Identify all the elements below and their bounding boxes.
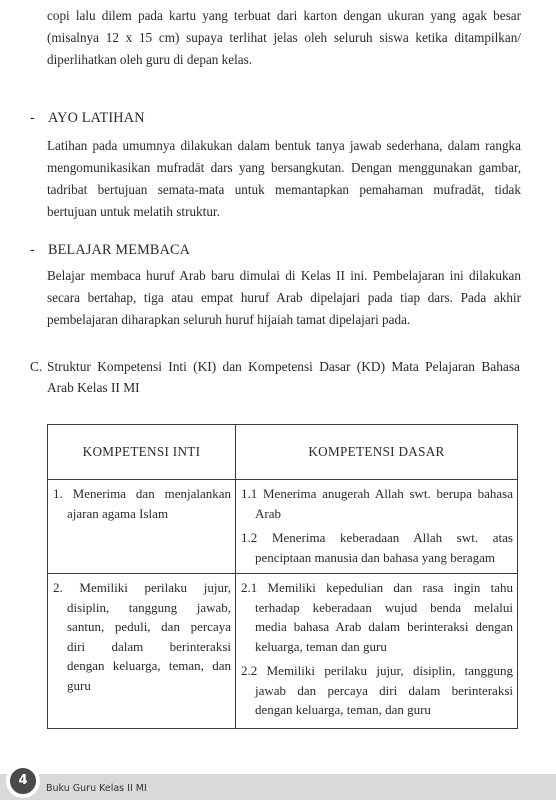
text-line: media bahasa Arab dalam berinteraksi dengan [255,619,513,634]
ki-cell [48,574,236,729]
page-number: 4 [6,764,40,798]
text-line: disiplin, tanggung jawab, [67,599,231,615]
heading-belajar-membaca [30,240,190,260]
text-line: 1. Menerima dan menjalankan [53,486,231,501]
heading-dash: - [30,242,35,258]
intro-paragraph [47,5,521,71]
ayo-latihan-paragraph [47,135,521,223]
text-line: diri dalam berinteraksi [67,638,231,654]
text-line: Belajar membaca huruf Arab baru dimulai di Kelas II ini. Pembelajaran ini dilakukan [47,268,521,283]
table-header-row [48,425,518,480]
table-row [48,480,518,574]
text-line: guru [67,677,91,693]
text-line: ajaran agama Islam [67,505,169,521]
text-line: 2. Memiliki perilaku jujur, [53,580,231,595]
text-line: 1.1 Menerima anugerah Allah swt. berupa bahasa [241,486,513,501]
ki-kd-table [47,424,518,729]
text-line: penciptaan manusia dan bahasa yang beragam [255,549,496,565]
text-line: secara bertahap, tiga atau empat huruf Arab dipelajari pada tiap dars. Pada akhir [47,290,521,305]
header-kompetensi-dasar: KOMPETENSI DASAR [236,425,518,480]
text-line: diperlihatkan oleh guru di depan kelas. [47,52,253,67]
text-line: Arab Kelas II MI [47,380,140,395]
text-line: Arab [255,505,281,521]
text-line: terhadap keberadaan wujud benda melalui [255,599,513,615]
ki-text [53,578,231,695]
kd-cell [236,480,518,574]
text-line: 2.2 Memiliki perilaku jujur, disiplin, tanggung [241,663,513,678]
text-line: copi lalu dilem pada kartu yang terbuat dari karton dengan ukuran yang agak besar [47,8,521,23]
kd-item [241,661,513,720]
text-line: dengan keluarga, teman, dan [67,658,231,673]
text-line: pembelajaran diharapkan seluruh huruf hijaiah tamat dipelajari pada. [47,312,411,327]
heading-title: AYO LATIHAN [48,110,145,126]
heading-title: BELAJAR MEMBACA [48,242,191,258]
ki-cell [48,480,236,574]
kd-item [241,578,513,656]
text-line: jawab dan percaya diri dalam berinteraksi [255,682,513,698]
header-kompetensi-inti: KOMPETENSI INTI [48,425,236,480]
text-line: (misalnya 12 x 15 cm) supaya terlihat jelas oleh seluruh siswa ketika ditampilkan/ [47,30,521,45]
text-line: mengomunikasikan mufradāt dars yang bersangkutan. Dengan menggunakan gambar, [47,160,521,175]
kd-item [241,528,513,567]
text-line: 2.1 Memiliki kepedulian dan rasa ingin tahu [241,580,513,595]
text-line: Struktur Kompetensi Inti (KI) dan Kompetensi Dasar (KD) Mata Pelajaran Bahasa [47,359,520,374]
heading-dash: - [30,110,35,126]
text-line: keluarga, teman dan guru [255,638,387,654]
footer-book-title: Buku Guru Kelas II MI [46,783,147,794]
text-line: santun, peduli, dan percaya [67,619,231,634]
heading-ayo-latihan [30,108,145,128]
section-letter: C. [30,359,43,374]
text-line: bertujuan untuk melatih struktur. [47,204,220,219]
text-line: tadribat bertujuan semata-mata untuk memantapkan pemahaman mufradāt, tidak [47,182,521,197]
text-line: Latihan pada umumnya dilakukan dalam bentuk tanya jawab sederhana, dalam rangka [47,138,521,153]
text-line: 1.2 Menerima keberadaan Allah swt. atas [241,530,513,545]
text-line: dengan keluarga, teman, dan guru [255,702,431,717]
ki-text [53,484,231,523]
belajar-membaca-paragraph [47,265,521,331]
kd-item [241,484,513,523]
section-c-heading [30,356,520,398]
kd-cell [236,574,518,729]
table-row [48,574,518,729]
